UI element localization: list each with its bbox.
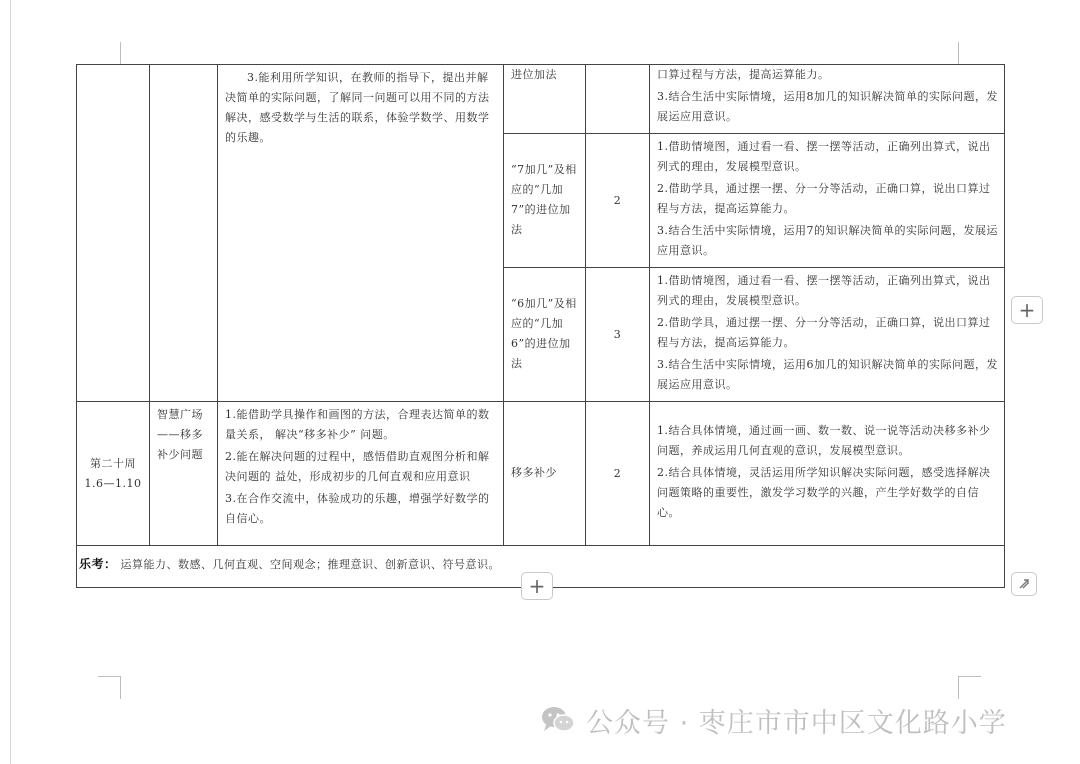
lesson-topic-cell[interactable]: [504, 65, 586, 134]
assessment-label: 乐考：: [79, 557, 117, 571]
lesson-topic-cell[interactable]: [504, 402, 586, 546]
plus-icon: +: [1018, 298, 1036, 322]
week-cell[interactable]: [77, 402, 150, 546]
objective-item: 3.结合生活中实际情境，运用7的知识解决简单的实际问题，发展运应用意识。: [657, 224, 998, 257]
lesson-hours-cell[interactable]: [586, 268, 650, 402]
watermark-text: 公众号 · 枣庄市市中区文化路小学: [586, 707, 1007, 739]
lesson-objectives-cell[interactable]: [650, 268, 1005, 402]
unit-goal-text: 3.能利用所学知识，在教师的指导下，提出并解决简单的实际问题，了解同一问题可以用不同的方法解决，感受数学与生活的联系，体验学数学、用数学的乐趣。: [225, 71, 490, 144]
unit-cell[interactable]: [150, 402, 218, 546]
unit-name: 智慧广场——移多补少问题: [157, 408, 203, 461]
unit-cell: [150, 65, 218, 402]
lesson-hours: 2: [613, 193, 622, 207]
lesson-hours-cell[interactable]: [586, 134, 650, 268]
lesson-topic-cell[interactable]: [504, 268, 586, 402]
page-corner-mark: [958, 676, 981, 699]
wechat-icon: [540, 705, 576, 735]
plus-icon: +: [528, 574, 546, 598]
objective-item: 2.结合具体情境，灵活运用所学知识解决实际问题，感受选择解决问题策略的重要性，激发学习数学的兴趣，产生学好数学的自信心。: [657, 466, 991, 519]
objective-item: 1.借助情境图，通过看一看、摆一摆等活动，正确列出算式，说出列式的理由，发展模型意识。: [657, 140, 991, 173]
lesson-hours: 2: [613, 466, 622, 480]
table-row: [77, 65, 1005, 134]
lesson-hours-cell[interactable]: [586, 402, 650, 546]
goal-item: 3.在合作交流中，体验成功的乐趣，增强学好数学的自信心。: [225, 492, 490, 525]
objective-item: 2.借助学具，通过摆一摆、分一分等活动，正确口算，说出口算过程与方法，提高运算能力。: [657, 316, 991, 349]
unit-goals-cell[interactable]: [218, 65, 504, 402]
week-cell: [77, 65, 150, 402]
page-corner-mark: [958, 42, 981, 64]
objective-item: 2.借助学具，通过摆一摆、分一分等活动，正确口算，说出口算过程与方法，提高运算能力。: [657, 182, 991, 215]
goal-item: 1.能借助学具操作和画图的方法，合理表达简单的数量关系， 解决“移多补少” 问题。: [225, 408, 490, 441]
objective-item: 1.借助情境图，通过看一看、摆一摆等活动，正确列出算式，说出列式的理由，发展模型意识。: [657, 274, 991, 307]
lesson-topic: “7加几”及相应的“几加7”的进位加法: [511, 163, 577, 236]
page-edge: [10, 0, 11, 764]
unit-goals-cell[interactable]: [218, 402, 504, 546]
objective-item: 3.结合生活中实际情境，运用8加几的知识解决简单的实际问题，发展运应用意识。: [657, 90, 998, 123]
lesson-topic: 进位加法: [511, 68, 557, 81]
lesson-hours-cell[interactable]: [586, 65, 650, 134]
page-corner-mark: [98, 42, 121, 64]
add-column-button[interactable]: [1011, 296, 1043, 324]
lesson-topic-cell[interactable]: [504, 134, 586, 268]
objective-item: 1.结合具体情境，通过画一画、数一数、说一说等活动决移多补少问题，养成运用几何直观的意识，发展模型意识。: [657, 424, 991, 457]
lesson-objectives-cell[interactable]: [650, 134, 1005, 268]
week-label: 第二十周: [90, 456, 136, 470]
resize-icon: [1018, 578, 1030, 590]
lesson-topic: 移多补少: [511, 466, 557, 479]
lesson-hours: 3: [613, 327, 622, 341]
add-row-button[interactable]: [521, 572, 553, 600]
lesson-objectives-cell[interactable]: [650, 402, 1005, 546]
lesson-topic: “6加几”及相应的“几加6”的进位加法: [511, 297, 577, 370]
watermark: [540, 700, 1007, 740]
page-corner-mark: [98, 676, 121, 699]
assessment-text: 运算能力、数感、几何直观、空间观念；推理意识、创新意识、符号意识。: [120, 558, 501, 571]
week-dates: 1.6—1.10: [84, 476, 142, 490]
objective-item: 3.结合生活中实际情境，运用6加几的知识解决简单的实际问题，发展运应用意识。: [657, 358, 998, 391]
goal-item: 2.能在解决问题的过程中，感悟借助直观图分析和解决问题的 益处，形成初步的几何直观和应用意识: [225, 450, 490, 483]
lesson-objectives-cell[interactable]: [650, 65, 1005, 134]
schedule-table: [76, 64, 1005, 588]
table-resize-handle[interactable]: [1011, 572, 1037, 596]
table-row: [77, 402, 1005, 546]
objective-item: 口算过程与方法，提高运算能力。: [657, 68, 830, 81]
